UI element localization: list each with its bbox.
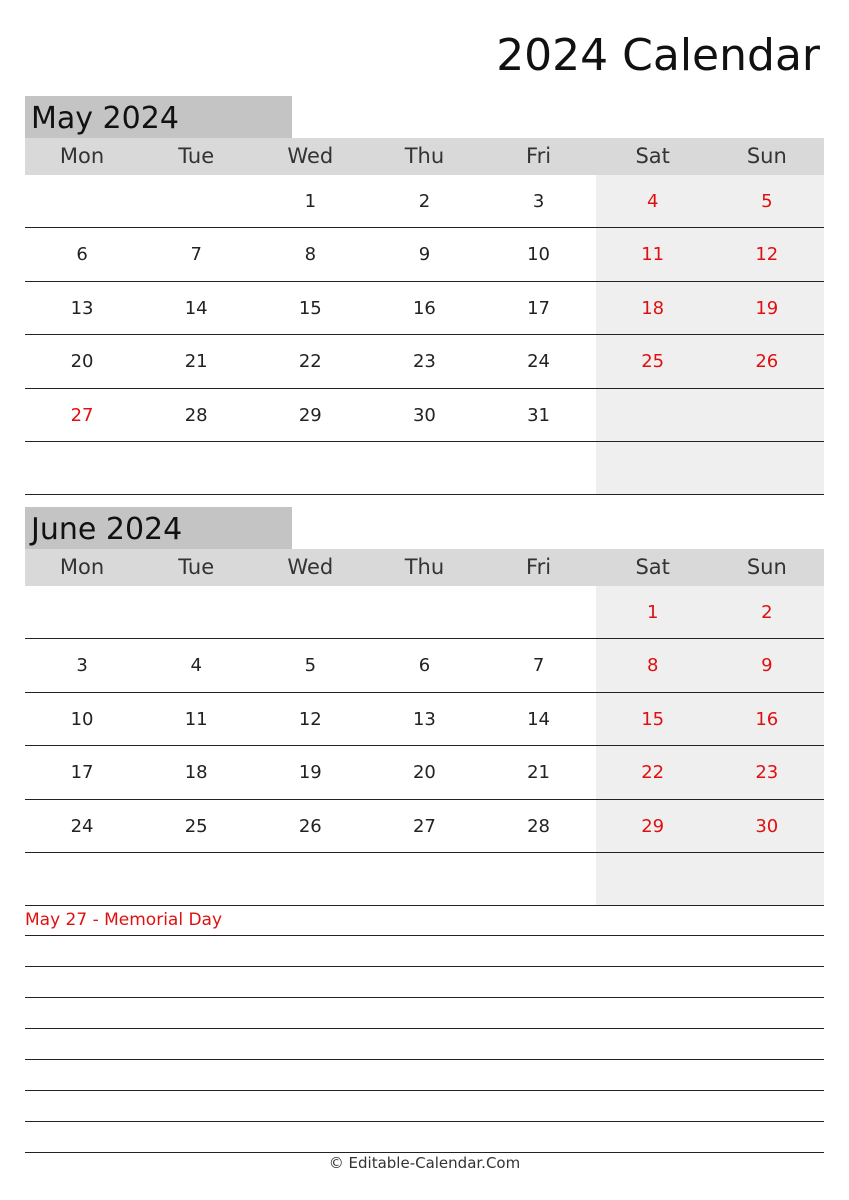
weekday-mon: Mon xyxy=(59,144,105,168)
day-cell xyxy=(25,853,139,905)
day-cell: 20 xyxy=(412,762,436,784)
day-cell: 29 xyxy=(596,800,710,852)
weekday-sun: Sun xyxy=(746,144,787,168)
footer-credit: © Editable-Calendar.Com xyxy=(328,1154,521,1172)
day-cell: 18 xyxy=(184,762,208,784)
day-cell: 10 xyxy=(527,244,551,266)
week-row xyxy=(25,389,824,442)
weekday-tue: Tue xyxy=(178,555,215,579)
day-cell: 14 xyxy=(184,297,208,319)
week-row xyxy=(25,282,824,335)
day-cell: 28 xyxy=(184,404,208,426)
day-cell: 12 xyxy=(298,708,322,730)
day-cell: 21 xyxy=(184,351,208,373)
weekday-tue: Tue xyxy=(178,144,215,168)
day-cell xyxy=(710,389,824,441)
day-cell xyxy=(139,586,253,638)
month-june xyxy=(25,507,824,906)
week-row xyxy=(25,693,824,746)
note-line xyxy=(25,998,824,1029)
day-cell: 10 xyxy=(70,708,94,730)
day-cell: 29 xyxy=(298,404,322,426)
weekday-sat: Sat xyxy=(635,144,670,168)
weekday-sun: Sun xyxy=(746,555,787,579)
day-cell xyxy=(596,442,710,494)
day-cell xyxy=(710,442,824,494)
day-cell: 1 xyxy=(304,191,317,212)
day-cell: 28 xyxy=(527,815,551,837)
day-cell: 13 xyxy=(412,708,436,730)
weekday-mon: Mon xyxy=(59,555,105,579)
note-line: May 27 - Memorial Day xyxy=(25,905,824,936)
week-row xyxy=(25,442,824,495)
day-cell: 25 xyxy=(184,815,208,837)
day-cell xyxy=(367,442,481,494)
day-cell: 14 xyxy=(527,708,551,730)
day-cell: 22 xyxy=(596,746,710,798)
day-cell: 5 xyxy=(710,175,824,227)
week-row xyxy=(25,746,824,799)
day-cell: 6 xyxy=(76,244,88,266)
day-cell: 20 xyxy=(70,351,94,373)
week-row xyxy=(25,228,824,281)
note-line xyxy=(25,967,824,998)
day-cell xyxy=(710,853,824,905)
weekday-header xyxy=(25,138,824,175)
page-title: 2024 Calendar xyxy=(496,30,820,81)
month-title: May 2024 xyxy=(25,96,292,138)
weekday-sat: Sat xyxy=(635,555,670,579)
day-cell: 31 xyxy=(527,404,551,426)
day-cell: 22 xyxy=(298,351,322,373)
weekday-thu: Thu xyxy=(404,555,445,579)
day-cell: 25 xyxy=(596,335,710,387)
day-cell: 21 xyxy=(527,762,551,784)
day-cell xyxy=(367,586,481,638)
day-cell: 15 xyxy=(298,297,322,319)
note-line xyxy=(25,1029,824,1060)
day-cell xyxy=(253,853,367,905)
day-cell: 3 xyxy=(532,191,545,212)
day-cell xyxy=(25,442,139,494)
note-line xyxy=(25,1091,824,1122)
day-cell xyxy=(482,586,596,638)
month-grid xyxy=(25,586,824,906)
weekday-fri: Fri xyxy=(526,144,552,168)
day-cell xyxy=(253,442,367,494)
day-cell xyxy=(596,389,710,441)
day-cell: 12 xyxy=(710,228,824,280)
day-cell: 27 xyxy=(412,815,436,837)
day-cell: 4 xyxy=(596,175,710,227)
day-cell xyxy=(25,175,139,227)
day-cell: 24 xyxy=(70,815,94,837)
day-cell xyxy=(596,853,710,905)
day-cell: 2 xyxy=(418,191,431,212)
day-cell: 30 xyxy=(412,404,436,426)
day-cell xyxy=(139,175,253,227)
day-cell: 23 xyxy=(710,746,824,798)
day-cell: 7 xyxy=(532,655,545,677)
note-line xyxy=(25,1122,824,1153)
day-cell: 2 xyxy=(710,586,824,638)
day-cell: 19 xyxy=(710,282,824,334)
day-cell: 16 xyxy=(412,297,436,319)
weekday-thu: Thu xyxy=(404,144,445,168)
day-cell: 23 xyxy=(412,351,436,373)
note-line xyxy=(25,936,824,967)
day-cell: 7 xyxy=(190,244,202,266)
day-cell: 8 xyxy=(596,639,710,691)
day-cell: 11 xyxy=(184,708,208,730)
day-cell: 26 xyxy=(710,335,824,387)
week-row xyxy=(25,335,824,388)
month-title: June 2024 xyxy=(25,507,292,549)
notes-section xyxy=(25,905,824,1153)
day-cell: 17 xyxy=(527,297,551,319)
day-cell: 16 xyxy=(710,693,824,745)
day-cell xyxy=(253,586,367,638)
day-cell xyxy=(482,853,596,905)
weekday-wed: Wed xyxy=(287,144,334,168)
month-grid xyxy=(25,175,824,495)
day-cell xyxy=(482,442,596,494)
day-cell: 19 xyxy=(298,762,322,784)
day-cell xyxy=(139,442,253,494)
weekday-wed: Wed xyxy=(287,555,334,579)
day-cell: 8 xyxy=(304,244,317,266)
week-row xyxy=(25,800,824,853)
day-cell: 9 xyxy=(418,244,431,266)
day-cell: 24 xyxy=(527,351,551,373)
day-cell xyxy=(25,586,139,638)
note-line xyxy=(25,1060,824,1091)
day-cell: 9 xyxy=(710,639,824,691)
week-row xyxy=(25,586,824,639)
weekday-fri: Fri xyxy=(526,555,552,579)
day-cell: 15 xyxy=(596,693,710,745)
day-cell: 13 xyxy=(70,297,94,319)
month-may xyxy=(25,96,824,495)
day-cell: 11 xyxy=(596,228,710,280)
day-cell: 3 xyxy=(76,655,88,677)
day-cell: 30 xyxy=(710,800,824,852)
day-cell xyxy=(367,853,481,905)
day-cell xyxy=(139,853,253,905)
week-row xyxy=(25,175,824,228)
weekday-header xyxy=(25,549,824,586)
week-row xyxy=(25,853,824,906)
day-cell: 27 xyxy=(70,404,94,426)
day-cell: 18 xyxy=(596,282,710,334)
day-cell: 6 xyxy=(418,655,431,677)
day-cell: 17 xyxy=(70,762,94,784)
day-cell: 1 xyxy=(596,586,710,638)
day-cell: 5 xyxy=(304,655,317,677)
week-row xyxy=(25,639,824,692)
day-cell: 4 xyxy=(190,655,202,677)
day-cell: 26 xyxy=(298,815,322,837)
